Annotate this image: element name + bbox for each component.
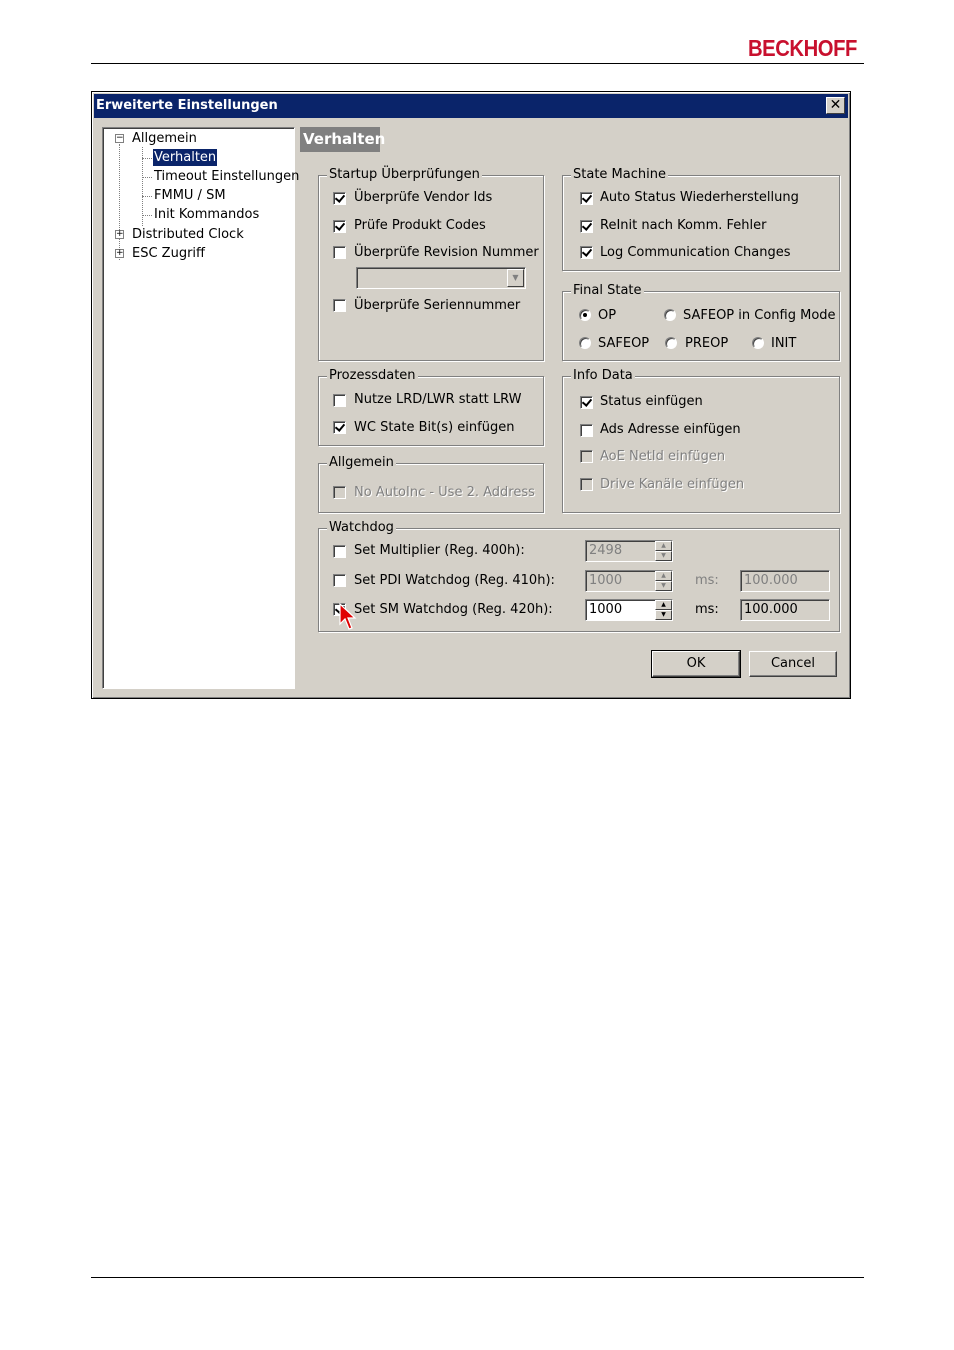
group-label: Watchdog bbox=[329, 520, 394, 535]
sm-watchdog-input[interactable]: 1000 bbox=[585, 599, 673, 621]
no-autoinc-checkbox[interactable] bbox=[333, 486, 346, 499]
serial-label: Überprüfe Seriennummer bbox=[354, 298, 521, 313]
vendor-ids-label: Überprüfe Vendor Ids bbox=[354, 190, 493, 205]
watchdog-group bbox=[318, 520, 840, 632]
sm-watchdog-label: Set SM Watchdog (Reg. 420h): bbox=[354, 602, 553, 617]
preop-radio[interactable] bbox=[665, 337, 677, 349]
sm-ms-field[interactable]: 100.000 bbox=[740, 599, 830, 621]
group-label: Final State bbox=[573, 283, 642, 298]
drive-channels-checkbox[interactable] bbox=[580, 478, 593, 491]
drive-channels-label: Drive Kanäle einfügen bbox=[600, 477, 745, 492]
aoe-netid-label: AoE NetId einfügen bbox=[600, 449, 726, 464]
tree-item-allgemein[interactable]: Allgemein bbox=[132, 131, 197, 146]
safeop-config-label: SAFEOP in Config Mode bbox=[683, 308, 836, 323]
cancel-button[interactable]: Cancel bbox=[749, 651, 837, 677]
close-icon: ✕ bbox=[829, 97, 842, 113]
reinit-label: ReInit nach Komm. Fehler bbox=[600, 218, 767, 233]
chevron-down-icon[interactable]: ▼ bbox=[507, 269, 524, 287]
general-group bbox=[318, 455, 544, 513]
op-radio[interactable] bbox=[579, 309, 591, 321]
ads-address-label: Ads Adresse einfügen bbox=[600, 422, 741, 437]
tree-guide bbox=[142, 158, 152, 159]
init-radio[interactable] bbox=[752, 337, 764, 349]
dialog-title: Erweiterte Einstellungen bbox=[96, 98, 278, 113]
status-checkbox[interactable] bbox=[580, 396, 593, 409]
status-label: Status einfügen bbox=[600, 394, 703, 409]
tree-guide bbox=[142, 196, 152, 197]
tree-guide bbox=[142, 177, 152, 178]
serial-checkbox[interactable] bbox=[333, 299, 346, 312]
wc-state-label: WC State Bit(s) einfügen bbox=[354, 420, 515, 435]
init-label: INIT bbox=[771, 336, 797, 351]
auto-restore-label: Auto Status Wiederherstellung bbox=[600, 190, 799, 205]
multiplier-input[interactable]: 2498 bbox=[585, 540, 673, 562]
tree-item-distributed-clock[interactable]: Distributed Clock bbox=[132, 227, 244, 242]
revision-checkbox[interactable] bbox=[333, 246, 346, 259]
pdi-watchdog-label: Set PDI Watchdog (Reg. 410h): bbox=[354, 573, 555, 588]
brand-logo: BECKHOFF bbox=[748, 35, 857, 61]
wc-state-checkbox[interactable] bbox=[333, 421, 346, 434]
tree-guide bbox=[119, 144, 120, 260]
settings-dialog bbox=[91, 91, 851, 699]
no-autoinc-label: No AutoInc - Use 2. Address bbox=[354, 485, 535, 500]
tree-item-timeout[interactable]: Timeout Einstellungen bbox=[154, 169, 300, 184]
footer-rule bbox=[91, 1277, 864, 1278]
revision-combo[interactable] bbox=[356, 267, 526, 289]
info-data-group bbox=[562, 368, 840, 513]
vendor-ids-checkbox[interactable] bbox=[333, 192, 346, 205]
tree-item-fmmu-sm[interactable]: FMMU / SM bbox=[154, 188, 226, 203]
op-label: OP bbox=[598, 308, 617, 323]
close-button[interactable] bbox=[826, 97, 845, 114]
safeop-radio[interactable] bbox=[579, 337, 591, 349]
product-codes-label: Prüfe Produkt Codes bbox=[354, 218, 486, 233]
pdi-ms-unit: ms: bbox=[695, 573, 719, 588]
log-changes-label: Log Communication Changes bbox=[600, 245, 791, 260]
tree-guide bbox=[142, 215, 152, 216]
expand-icon[interactable]: + bbox=[116, 229, 124, 239]
group-label: Prozessdaten bbox=[329, 368, 416, 383]
mouse-pointer-icon bbox=[339, 603, 357, 631]
safeop-config-radio[interactable] bbox=[664, 309, 676, 321]
product-codes-checkbox[interactable] bbox=[333, 220, 346, 233]
lrd-lwr-checkbox[interactable] bbox=[333, 394, 346, 407]
ads-address-checkbox[interactable] bbox=[580, 424, 593, 437]
sm-ms-unit: ms: bbox=[695, 602, 719, 617]
reinit-checkbox[interactable] bbox=[580, 220, 593, 233]
pdi-watchdog-spinner[interactable]: ▲ ▼ bbox=[655, 571, 672, 591]
startup-checks-group bbox=[318, 167, 544, 361]
process-data-group bbox=[318, 368, 544, 446]
revision-label: Überprüfe Revision Nummer bbox=[354, 245, 539, 260]
group-label: Info Data bbox=[573, 368, 633, 383]
group-label: Allgemein bbox=[329, 455, 394, 470]
settings-tree[interactable] bbox=[102, 127, 300, 689]
lrd-lwr-label: Nutze LRD/LWR statt LRW bbox=[354, 392, 522, 407]
pdi-ms-field[interactable]: 100.000 bbox=[740, 570, 830, 592]
group-label: Startup Überprüfungen bbox=[329, 167, 480, 182]
state-machine-group bbox=[562, 167, 840, 271]
expand-icon[interactable]: + bbox=[116, 248, 124, 258]
panel-title: Verhalten bbox=[300, 127, 380, 152]
multiplier-label: Set Multiplier (Reg. 400h): bbox=[354, 543, 525, 558]
tree-item-init-kommandos[interactable]: Init Kommandos bbox=[154, 207, 260, 222]
tree-item-esc-zugriff[interactable]: ESC Zugriff bbox=[132, 246, 205, 261]
ok-button[interactable]: OK bbox=[652, 651, 740, 677]
safeop-label: SAFEOP bbox=[598, 336, 650, 351]
group-label: State Machine bbox=[573, 167, 666, 182]
preop-label: PREOP bbox=[685, 336, 729, 351]
auto-restore-checkbox[interactable] bbox=[580, 192, 593, 205]
sm-watchdog-spinner[interactable]: ▲ ▼ bbox=[655, 600, 672, 620]
multiplier-spinner[interactable]: ▲ ▼ bbox=[655, 541, 672, 561]
log-changes-checkbox[interactable] bbox=[580, 246, 593, 259]
aoe-netid-checkbox[interactable] bbox=[580, 450, 593, 463]
final-state-group bbox=[562, 283, 840, 361]
tree-item-verhalten[interactable]: Verhalten bbox=[154, 150, 217, 165]
multiplier-checkbox[interactable] bbox=[333, 545, 346, 558]
pdi-watchdog-input[interactable]: 1000 bbox=[585, 570, 673, 592]
collapse-icon[interactable]: − bbox=[116, 133, 124, 143]
pdi-watchdog-checkbox[interactable] bbox=[333, 574, 346, 587]
dialog-titlebar bbox=[94, 94, 848, 118]
header-rule bbox=[91, 63, 864, 64]
